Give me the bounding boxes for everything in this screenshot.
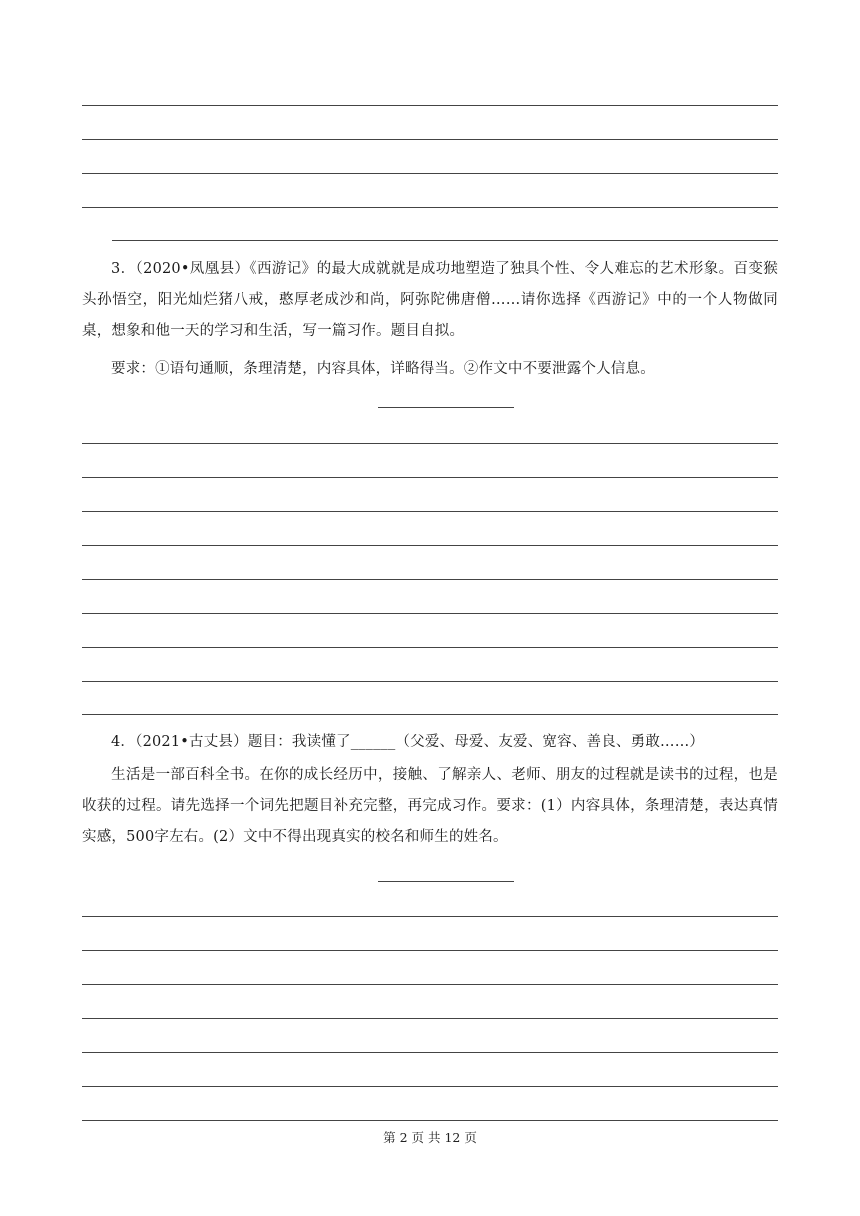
writing-line bbox=[82, 1086, 778, 1087]
writing-line bbox=[82, 105, 778, 106]
writing-line bbox=[82, 545, 778, 546]
writing-line bbox=[82, 207, 778, 208]
question-4-text: 生活是一部百科全书。在你的成长经历中，接触、了解亲人、老师、朋友的过程就是读书的过程，也是收获的过程。请先选择一个词先把题目补充完整，再完成习作。要求：(1）内容具体，条理清楚，表达真情实感，500字左右。(2）文中不得出现真实的校名和师生的姓名。 bbox=[82, 767, 778, 845]
writing-line bbox=[82, 681, 778, 682]
writing-line bbox=[82, 647, 778, 648]
writing-line bbox=[82, 477, 778, 478]
writing-line bbox=[82, 443, 778, 444]
writing-line bbox=[82, 173, 778, 174]
writing-line bbox=[82, 984, 778, 985]
writing-line bbox=[82, 950, 778, 951]
writing-line bbox=[82, 511, 778, 512]
writing-line bbox=[112, 240, 778, 241]
title-blank-line bbox=[378, 881, 514, 882]
title-blank-line bbox=[378, 407, 514, 408]
writing-line bbox=[82, 916, 778, 917]
question-3-text: 3．（2020•凤凰县）《西游记》的最大成就就是成功地塑造了独具个性、令人难忘的艺术形象。百变猴头孙悟空，阳光灿烂猪八戒，憨厚老成沙和尚，阿弥陀佛唐僧……请你选择《西游记》中的一个人物做同桌，想象和他一天的学习和生活，写一篇习作。题目自拟。 bbox=[82, 261, 778, 339]
writing-line bbox=[82, 613, 778, 614]
page-number: 第 2 页 共 12 页 bbox=[383, 1130, 477, 1145]
writing-line bbox=[82, 1120, 778, 1121]
writing-line bbox=[82, 139, 778, 140]
question-4-prompt: 4．（2021•古丈县）题目：我读懂了______（父爱、母爱、友爱、宽容、善良、勇敢……） bbox=[111, 734, 705, 750]
writing-line bbox=[82, 714, 778, 715]
question-3-requirement: 要求：①语句通顺，条理清楚，内容具体，详略得当。②作文中不要泄露个人信息。 bbox=[111, 361, 655, 377]
writing-line bbox=[82, 579, 778, 580]
writing-line bbox=[82, 1052, 778, 1053]
writing-line bbox=[82, 1018, 778, 1019]
